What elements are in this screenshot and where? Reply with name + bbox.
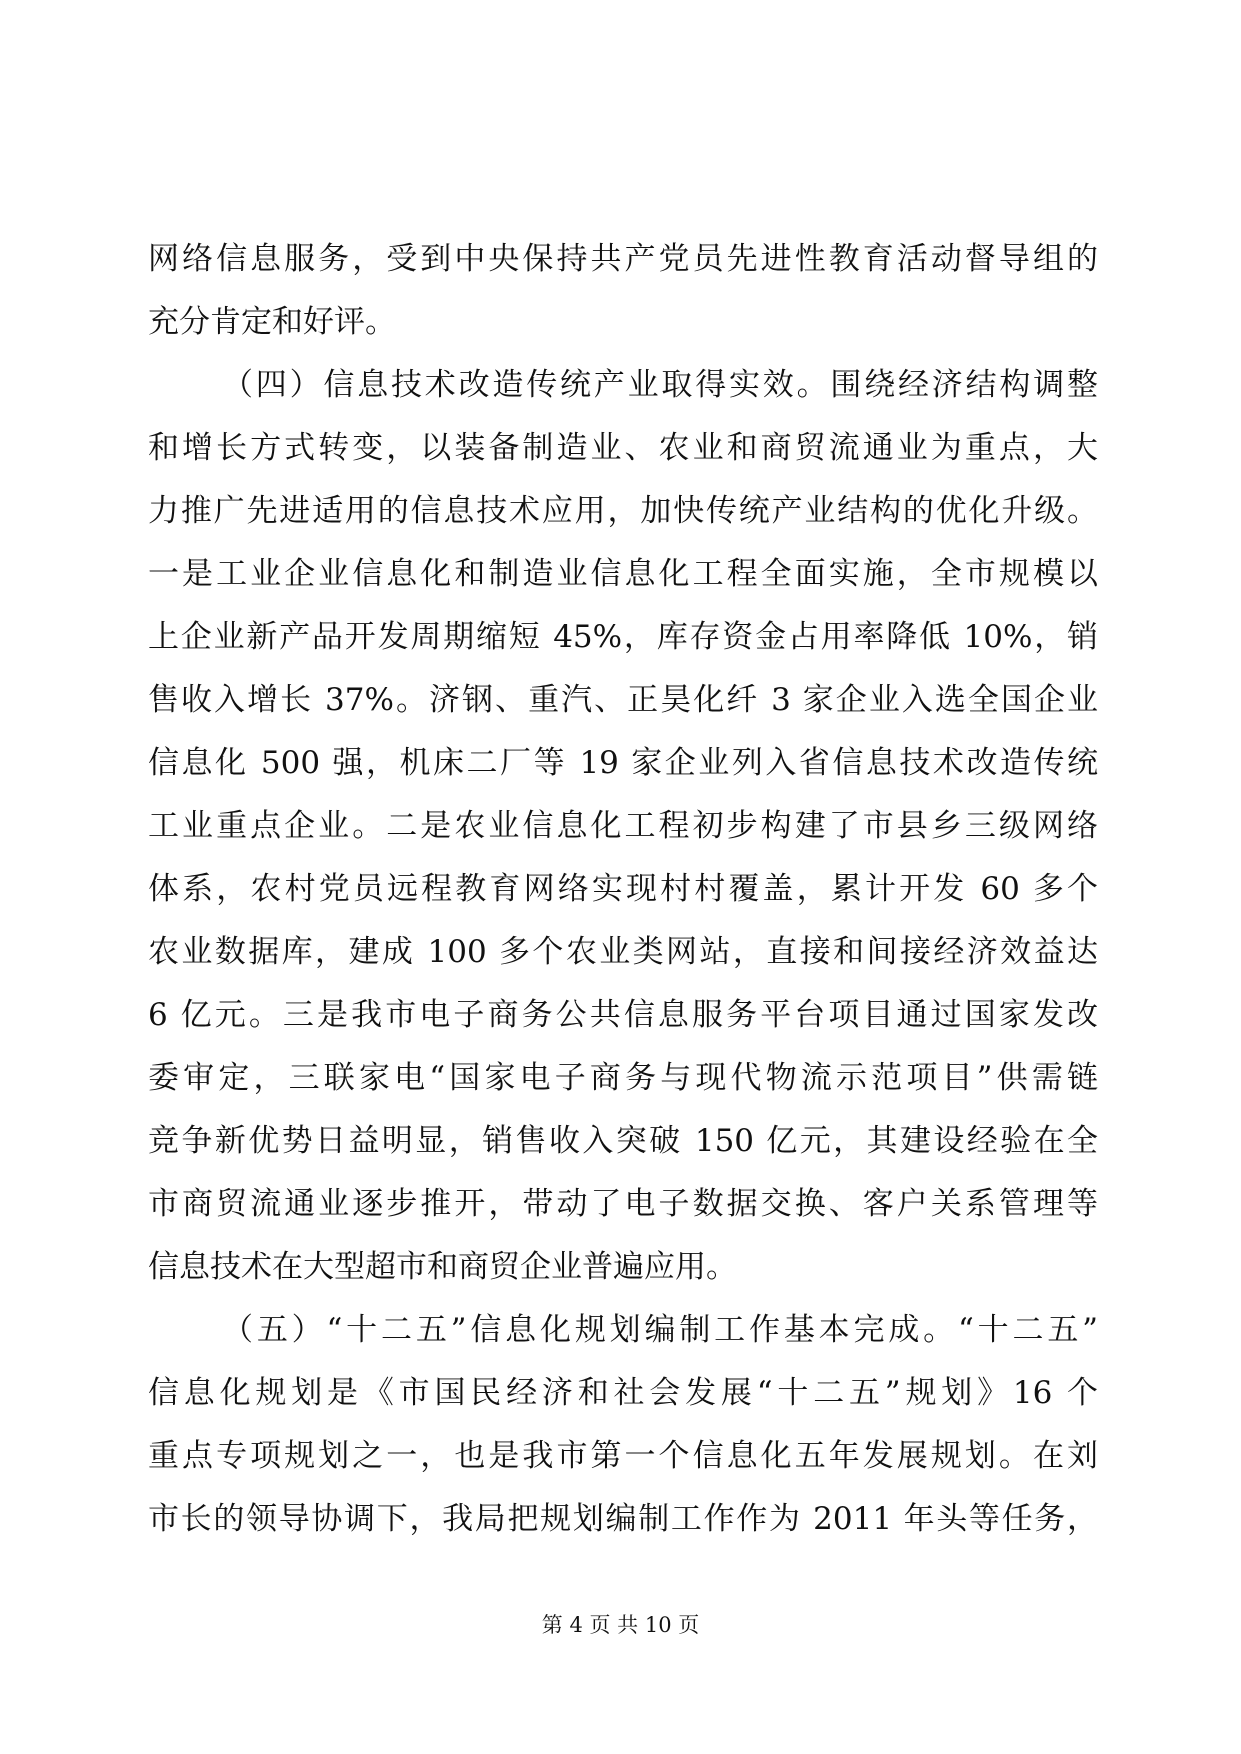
text-line: 充分肯定和好评。 <box>148 304 396 340</box>
text-line: 农业数据库，建成 100 多个农业类网站，直接和间接经济效益达 <box>148 934 1098 970</box>
text-line: 工业重点企业。二是农业信息化工程初步构建了市县乡三级网络 <box>148 808 1098 844</box>
text-line: 市长的领导协调下，我局把规划编制工作作为 2011 年头等任务， <box>148 1501 1098 1537</box>
text-line: 一是工业企业信息化和制造业信息化工程全面实施，全市规模以 <box>148 556 1098 592</box>
text-line: 信息技术在大型超市和商贸企业普遍应用。 <box>148 1249 737 1285</box>
text-line: 信息化规划是《市国民经济和社会发展“十二五”规划》16 个 <box>148 1375 1098 1411</box>
page-number: 第 4 页 共 10 页 <box>541 1613 700 1637</box>
text-line: 重点专项规划之一，也是我市第一个信息化五年发展规划。在刘 <box>148 1438 1098 1474</box>
text-line: 竞争新优势日益明显，销售收入突破 150 亿元，其建设经验在全 <box>148 1123 1098 1159</box>
text-line: 委审定，三联家电“国家电子商务与现代物流示范项目”供需链 <box>148 1060 1098 1096</box>
text-line: 和增长方式转变，以装备制造业、农业和商贸流通业为重点，大 <box>148 430 1098 466</box>
text-line: 信息化 500 强，机床二厂等 19 家企业列入省信息技术改造传统 <box>148 745 1098 781</box>
page-footer <box>0 1611 1241 1639</box>
text-line: 6 亿元。三是我市电子商务公共信息服务平台项目通过国家发改 <box>148 997 1098 1033</box>
text-line: 网络信息服务，受到中央保持共产党员先进性教育活动督导组的 <box>148 241 1098 277</box>
text-line: 市商贸流通业逐步推开，带动了电子数据交换、客户关系管理等 <box>148 1186 1098 1222</box>
document-body <box>148 228 1098 1551</box>
text-line: 售收入增长 37%。济钢、重汽、正昊化纤 3 家企业入选全国企业 <box>148 682 1098 718</box>
text-line: 体系，农村党员远程教育网络实现村村覆盖，累计开发 60 多个 <box>148 871 1098 907</box>
paragraph-heading-line: （四）信息技术改造传统产业取得实效。围绕经济结构调整 <box>222 367 1098 403</box>
paragraph-heading-line: （五）“十二五”信息化规划编制工作基本完成。“十二五” <box>222 1312 1098 1348</box>
text-line: 上企业新产品开发周期缩短 45%，库存资金占用率降低 10%，销 <box>148 619 1098 655</box>
text-line: 力推广先进适用的信息技术应用，加快传统产业结构的优化升级。 <box>148 493 1098 529</box>
